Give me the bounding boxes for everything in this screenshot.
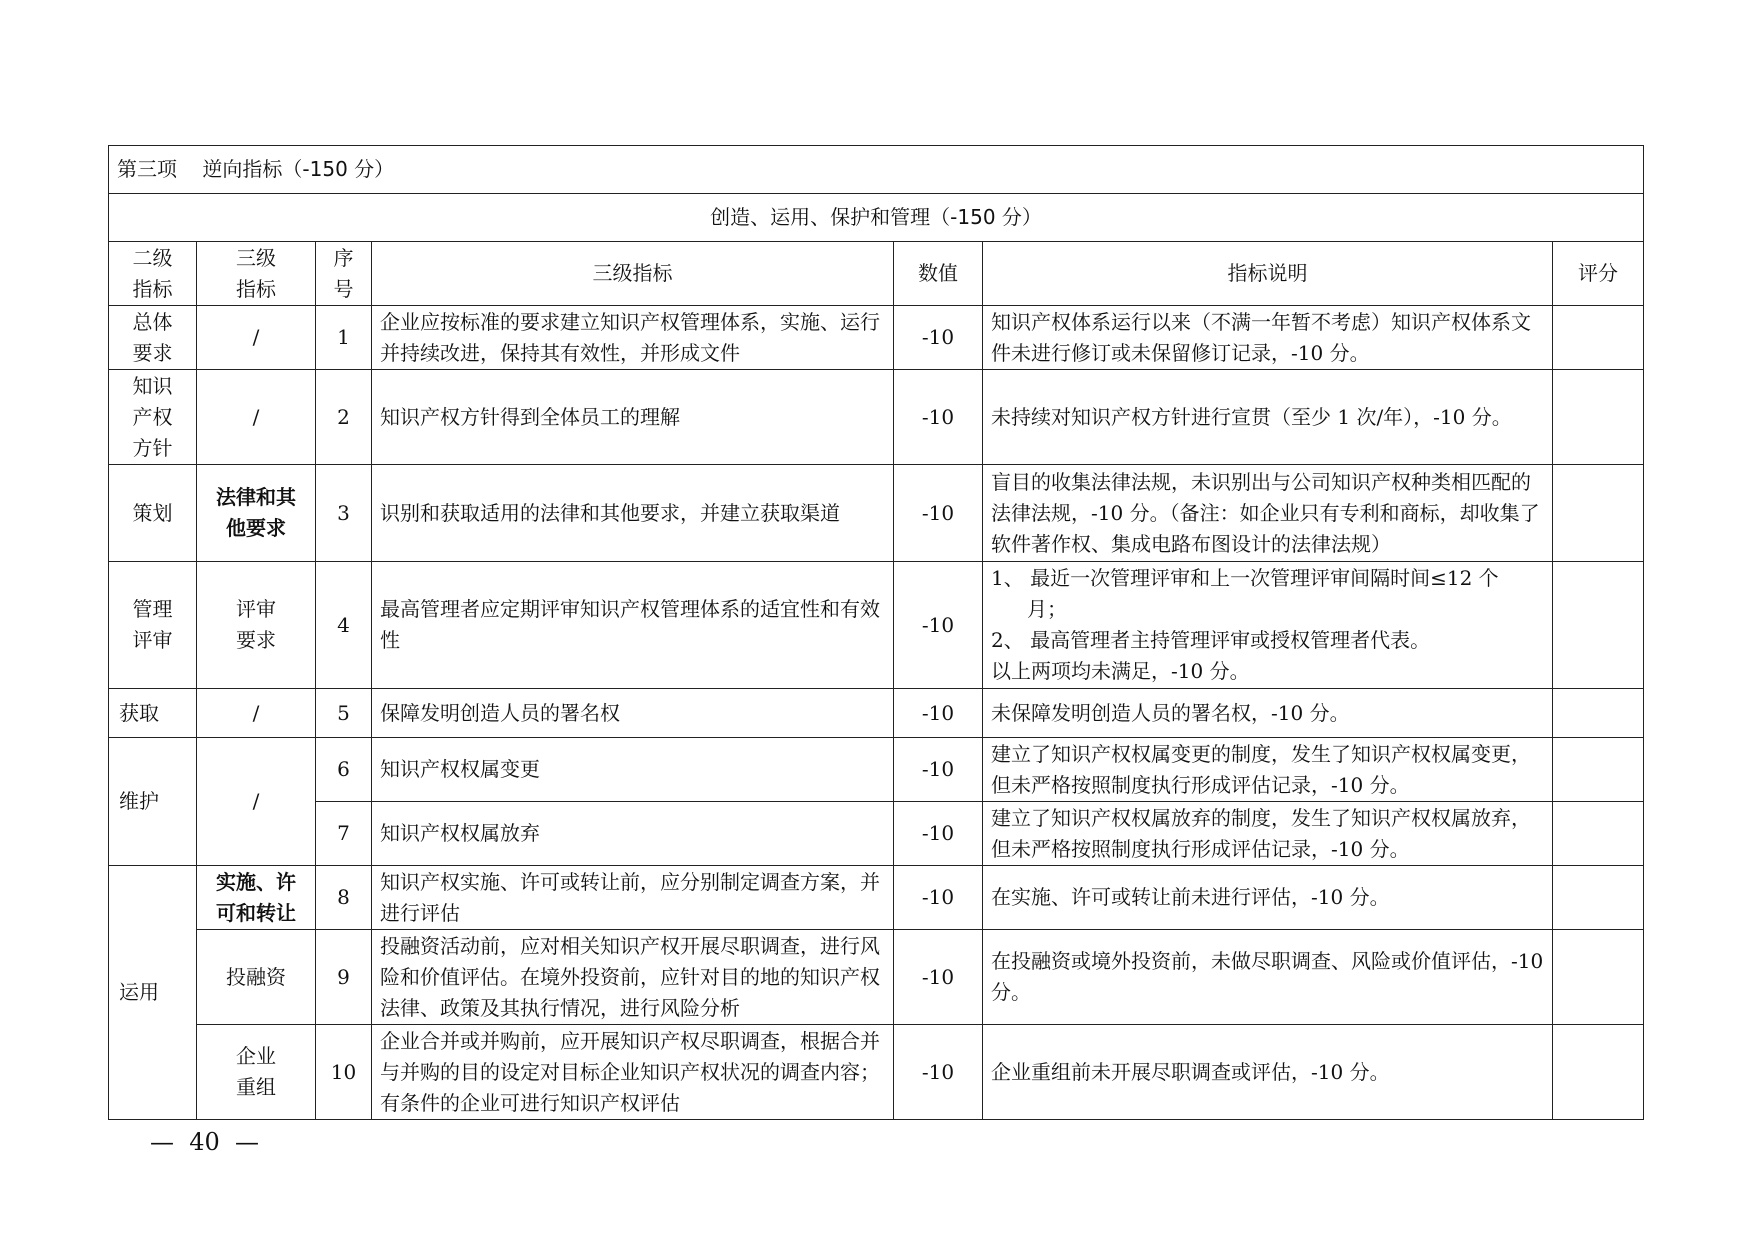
value-cell: -10 (894, 465, 983, 562)
subtitle: 创造、运用、保护和管理（-150 分） (109, 194, 1644, 242)
level3-cell: 评审 要求 (197, 562, 316, 689)
indicator-cell: 投融资活动前，应对相关知识产权开展尽职调查，进行风险和价值评估。在境外投资前，应针对目的地的知识产权法律、政策及其执行情况，进行风险分析 (372, 930, 894, 1025)
seq-cell: 2 (316, 370, 372, 465)
table-row (109, 866, 1644, 930)
level2-cell: 管理 评审 (109, 562, 197, 689)
level2-cell: 获取 (109, 689, 197, 738)
description-cell: 建立了知识产权权属变更的制度，发生了知识产权权属变更，但未严格按照制度执行形成评估记录，-10 分。 (983, 738, 1553, 802)
description-list-item: 1、 最近一次管理评审和上一次管理评审间隔时间≤12 个 (991, 566, 1499, 590)
level2-cell: 维护 (109, 738, 197, 866)
level2-cell: 策划 (109, 465, 197, 562)
header-indicator: 三级指标 (372, 242, 894, 306)
score-cell[interactable] (1553, 465, 1644, 562)
seq-cell: 5 (316, 689, 372, 738)
header-value: 数值 (894, 242, 983, 306)
section-title (109, 146, 1644, 194)
level3-cell: / (197, 689, 316, 738)
section-text: 逆向指标（-150 分） (202, 157, 395, 181)
header-score: 评分 (1553, 242, 1644, 306)
indicator-cell: 保障发明创造人员的署名权 (372, 689, 894, 738)
description-cell: 企业重组前未开展尽职调查或评估，-10 分。 (983, 1025, 1553, 1120)
score-cell[interactable] (1553, 370, 1644, 465)
score-cell[interactable] (1553, 802, 1644, 866)
table-row (109, 562, 1644, 689)
value-cell: -10 (894, 1025, 983, 1120)
value-cell: -10 (894, 562, 983, 689)
score-cell[interactable] (1553, 738, 1644, 802)
description-list-item: 2、 最高管理者主持管理评审或授权管理者代表。 (991, 628, 1431, 652)
value-cell: -10 (894, 802, 983, 866)
level2-cell: 总体 要求 (109, 306, 197, 370)
subtitle-row (109, 194, 1644, 242)
description-cell: 在实施、许可或转让前未进行评估，-10 分。 (983, 866, 1553, 930)
level3-cell: / (197, 370, 316, 465)
seq-cell: 7 (316, 802, 372, 866)
header-level2: 二级 指标 (109, 242, 197, 306)
section-label: 第三项 (117, 157, 177, 181)
table-row (109, 465, 1644, 562)
level3-cell: 投融资 (197, 930, 316, 1025)
table-row (109, 689, 1644, 738)
indicator-cell: 企业应按标准的要求建立知识产权管理体系，实施、运行并持续改进，保持其有效性，并形成文件 (372, 306, 894, 370)
indicator-cell: 最高管理者应定期评审知识产权管理体系的适宜性和有效性 (372, 562, 894, 689)
score-cell[interactable] (1553, 306, 1644, 370)
table-row (109, 930, 1644, 1025)
value-cell: -10 (894, 866, 983, 930)
level2-cell: 知识 产权 方针 (109, 370, 197, 465)
level3-cell: 法律和其 他要求 (197, 465, 316, 562)
description-cell: 未持续对知识产权方针进行宣贯（至少 1 次/年），-10 分。 (983, 370, 1553, 465)
seq-cell: 6 (316, 738, 372, 802)
seq-cell: 10 (316, 1025, 372, 1120)
header-seq: 序 号 (316, 242, 372, 306)
indicator-cell: 知识产权实施、许可或转让前，应分别制定调查方案，并进行评估 (372, 866, 894, 930)
description-cell: 知识产权体系运行以来（不满一年暂不考虑）知识产权体系文件未进行修订或未保留修订记录，-10 分。 (983, 306, 1553, 370)
score-cell[interactable] (1553, 866, 1644, 930)
table-row (109, 370, 1644, 465)
level3-cell: 企业 重组 (197, 1025, 316, 1120)
header-row (109, 242, 1644, 306)
score-cell[interactable] (1553, 930, 1644, 1025)
description-cell: 盲目的收集法律法规，未识别出与公司知识产权种类相匹配的法律法规，-10 分。（备注：如企业只有专利和商标，却收集了软件著作权、集成电路布图设计的法律法规） (983, 465, 1553, 562)
indicator-cell: 识别和获取适用的法律和其他要求，并建立获取渠道 (372, 465, 894, 562)
indicator-cell: 知识产权权属变更 (372, 738, 894, 802)
table-row (109, 802, 1644, 866)
score-cell[interactable] (1553, 689, 1644, 738)
seq-cell: 1 (316, 306, 372, 370)
description-list-item: 月； (1027, 597, 1067, 621)
header-level3: 三级 指标 (197, 242, 316, 306)
level3-cell: 实施、许 可和转让 (197, 866, 316, 930)
description-cell: 建立了知识产权权属放弃的制度，发生了知识产权权属放弃，但未严格按照制度执行形成评估记录，-10 分。 (983, 802, 1553, 866)
indicator-cell: 知识产权方针得到全体员工的理解 (372, 370, 894, 465)
description-cell (983, 562, 1553, 689)
score-cell[interactable] (1553, 1025, 1644, 1120)
value-cell: -10 (894, 689, 983, 738)
table-row (109, 738, 1644, 802)
section-title-row (109, 146, 1644, 194)
indicator-table (108, 145, 1644, 1120)
page-number: — 40 — (150, 1128, 260, 1156)
table-row (109, 306, 1644, 370)
indicator-cell: 知识产权权属放弃 (372, 802, 894, 866)
description-cell: 在投融资或境外投资前，未做尽职调查、风险或价值评估，-10 分。 (983, 930, 1553, 1025)
level3-cell: / (197, 738, 316, 866)
table-row (109, 1025, 1644, 1120)
level2-cell: 运用 (109, 866, 197, 1120)
seq-cell: 9 (316, 930, 372, 1025)
seq-cell: 8 (316, 866, 372, 930)
value-cell: -10 (894, 930, 983, 1025)
seq-cell: 3 (316, 465, 372, 562)
description-cell: 未保障发明创造人员的署名权，-10 分。 (983, 689, 1553, 738)
description-list-item: 以上两项均未满足，-10 分。 (991, 659, 1250, 683)
score-cell[interactable] (1553, 562, 1644, 689)
header-description: 指标说明 (983, 242, 1553, 306)
value-cell: -10 (894, 738, 983, 802)
seq-cell: 4 (316, 562, 372, 689)
level3-cell: / (197, 306, 316, 370)
value-cell: -10 (894, 306, 983, 370)
indicator-cell: 企业合并或并购前，应开展知识产权尽职调查，根据合并与并购的目的设定对目标企业知识产权状况的调查内容；有条件的企业可进行知识产权评估 (372, 1025, 894, 1120)
value-cell: -10 (894, 370, 983, 465)
